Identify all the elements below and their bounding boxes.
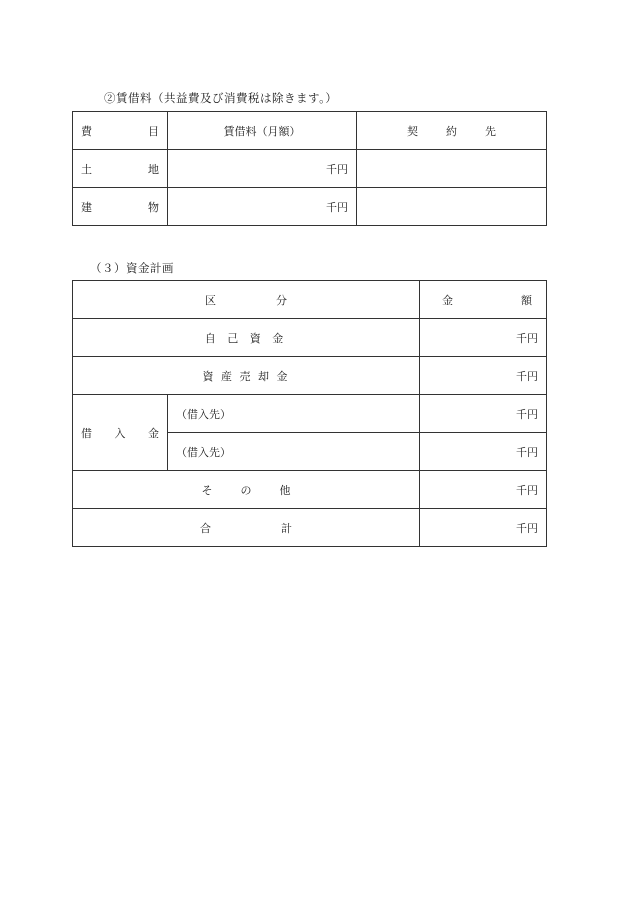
asset-sale-label: 資 産 売 却 金	[73, 357, 420, 395]
funding-row-asset-sale	[73, 357, 547, 395]
loan-1-lender-label: （借入先）	[168, 395, 420, 433]
other-label	[73, 471, 420, 509]
header-amount	[420, 281, 547, 319]
other-label-char-3: 他	[279, 483, 291, 497]
rent-row-land	[73, 150, 547, 188]
own-funds-label: 自 己 資 金	[73, 319, 420, 357]
header-item-char-1: 費	[81, 124, 92, 138]
header-category-char-2: 分	[276, 293, 287, 307]
total-label	[73, 509, 420, 547]
loan-1-unit: 千円	[420, 395, 547, 433]
asset-sale-unit: 千円	[420, 357, 547, 395]
building-contract-party-cell	[357, 188, 547, 226]
header-amount-char-1: 金	[442, 293, 453, 307]
funding-row-loan-1	[73, 395, 547, 433]
rent-table	[72, 111, 547, 226]
other-label-char-1: そ	[201, 483, 213, 497]
header-contract-char-3: 先	[485, 124, 496, 138]
total-label-char-1: 合	[200, 521, 211, 535]
own-funds-unit: 千円	[420, 319, 547, 357]
funding-row-own-funds	[73, 319, 547, 357]
total-label-char-2: 計	[281, 521, 292, 535]
land-label-char-1: 土	[81, 162, 92, 176]
header-item-char-2: 目	[148, 124, 159, 138]
building-rent-unit: 千円	[168, 188, 357, 226]
loans-label	[73, 395, 168, 471]
loan-2-lender-label: （借入先）	[168, 433, 420, 471]
header-amount-char-2: 額	[521, 293, 532, 307]
header-contract-char-2: 約	[446, 124, 457, 138]
other-label-char-2: の	[240, 483, 252, 497]
other-unit: 千円	[420, 471, 547, 509]
land-rent-unit: 千円	[168, 150, 357, 188]
rent-row-building-label	[73, 188, 168, 226]
total-unit: 千円	[420, 509, 547, 547]
funding-table	[72, 280, 547, 547]
land-contract-party-cell	[357, 150, 547, 188]
header-category-char-1: 区	[205, 293, 216, 307]
loan-2-unit: 千円	[420, 433, 547, 471]
header-item	[73, 112, 168, 150]
rent-table-header-row	[73, 112, 547, 150]
building-label-char-1: 建	[81, 200, 92, 214]
rent-section-title: ②賃借料（共益費及び消費税は除きます。）	[104, 91, 338, 105]
land-label-char-2: 地	[148, 162, 159, 176]
funding-row-total	[73, 509, 547, 547]
header-contract-char-1: 契	[407, 124, 418, 138]
funding-header-row	[73, 281, 547, 319]
funding-row-other	[73, 471, 547, 509]
funding-section-title: （３）資金計画	[90, 261, 174, 275]
rent-row-land-label	[73, 150, 168, 188]
rent-row-building	[73, 188, 547, 226]
loans-label-char-3: 金	[148, 426, 159, 440]
header-category	[73, 281, 420, 319]
header-contract-party	[357, 112, 547, 150]
loans-label-char-2: 入	[114, 426, 126, 440]
loans-label-char-1: 借	[81, 426, 92, 440]
header-rent-monthly: 賃借料（月額）	[168, 112, 357, 150]
building-label-char-2: 物	[148, 200, 159, 214]
